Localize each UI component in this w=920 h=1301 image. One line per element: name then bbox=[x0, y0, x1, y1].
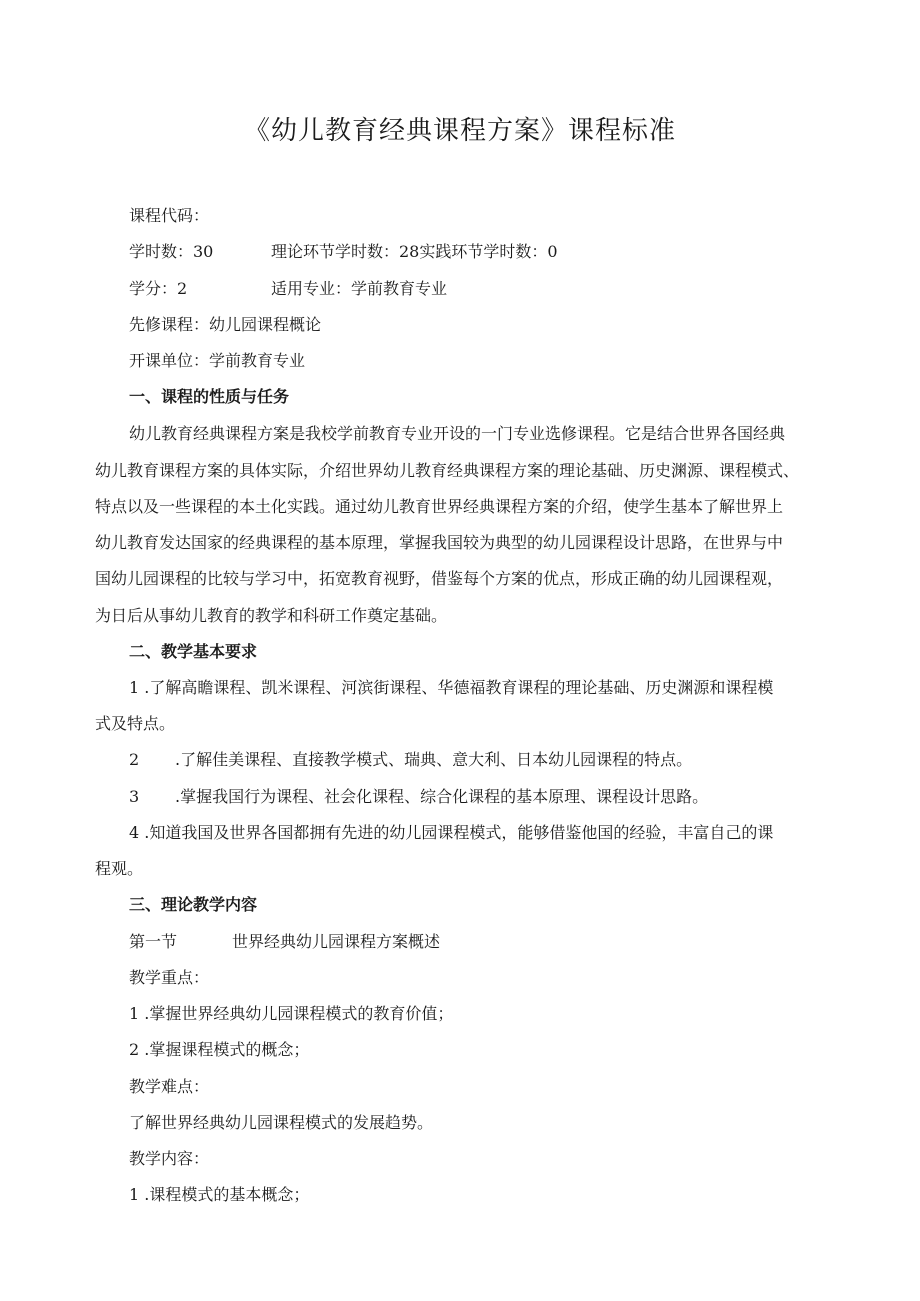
chapter-number: 第一节 bbox=[129, 932, 178, 951]
requirement-item bbox=[129, 750, 692, 770]
item-text: .掌握课程模式的概念； bbox=[144, 1040, 310, 1059]
item-text: .了解高瞻课程、凯米课程、河滨街课程、华德福教育课程的理论基础、历史渊源和课程模 bbox=[144, 678, 774, 697]
section1-heading: 一、课程的性质与任务 bbox=[129, 387, 290, 406]
item-number: 1 bbox=[129, 1004, 140, 1023]
section1-line: 特点以及一些课程的本土化实践。通过幼儿教育世界经典课程方案的介绍，使学生基本了解世界上 bbox=[95, 497, 784, 516]
item-number: 2 bbox=[129, 1040, 140, 1059]
prerequisite-course: 先修课程：幼儿园课程概论 bbox=[129, 315, 322, 334]
total-hours: 学时数：30 bbox=[129, 242, 214, 261]
focus-label: 教学重点： bbox=[129, 968, 210, 987]
item-number: 1 bbox=[129, 1185, 140, 1204]
section1-line: 幼儿教育课程方案的具体实际，介绍世界幼儿教育经典课程方案的理论基础、历史渊源、课程模式、 bbox=[95, 461, 800, 480]
course-code: 课程代码： bbox=[129, 206, 210, 225]
content-label: 教学内容： bbox=[129, 1149, 210, 1168]
section2-heading: 二、教学基本要求 bbox=[129, 642, 258, 661]
section1-line: 幼儿教育经典课程方案是我校学前教育专业开设的一门专业选修课程。它是结合世界各国经典 bbox=[129, 424, 786, 443]
difficulty-text: 了解世界经典幼儿园课程模式的发展趋势。 bbox=[129, 1113, 434, 1132]
requirement-item-continued: 式及特点。 bbox=[95, 714, 176, 733]
section1-line: 国幼儿园课程的比较与学习中，拓宽教育视野，借鉴每个方案的优点，形成正确的幼儿园课程观， bbox=[95, 569, 784, 588]
item-number: 1 bbox=[129, 678, 140, 697]
difficulty-label: 教学难点： bbox=[129, 1077, 210, 1096]
requirement-item bbox=[129, 823, 773, 843]
section1-line: 为日后从事幼儿教育的教学和科研工作奠定基础。 bbox=[95, 606, 448, 625]
credits: 学分：2 bbox=[129, 279, 188, 298]
section3-heading: 三、理论教学内容 bbox=[129, 895, 258, 914]
requirement-item bbox=[129, 787, 708, 807]
requirement-item bbox=[129, 678, 773, 698]
section1-line: 幼儿教育发达国家的经典课程的基本原理，掌握我国较为典型的幼儿园课程设计思路，在世界与中 bbox=[95, 533, 784, 552]
applicable-major: 适用专业：学前教育专业 bbox=[271, 279, 448, 298]
document-title: 《幼儿教育经典课程方案》课程标准 bbox=[243, 116, 676, 146]
chapter-title: 世界经典幼儿园课程方案概述 bbox=[232, 932, 441, 951]
theory-practice-hours: 理论环节学时数：28实践环节学时数：0 bbox=[271, 242, 558, 261]
item-text: .掌握世界经典幼儿园课程模式的教育价值； bbox=[144, 1004, 454, 1023]
item-text: .了解佳美课程、直接教学模式、瑞典、意大利、日本幼儿园课程的特点。 bbox=[175, 750, 693, 769]
item-text: .掌握我国行为课程、社会化课程、综合化课程的基本原理、课程设计思路。 bbox=[175, 787, 709, 806]
item-number: 2 bbox=[129, 750, 140, 769]
hours-row bbox=[129, 242, 213, 262]
item-text: .知道我国及世界各国都拥有先进的幼儿园课程模式，能够借鉴他国的经验，丰富自己的课 bbox=[144, 823, 774, 842]
focus-item bbox=[129, 1004, 453, 1024]
item-number: 3 bbox=[129, 787, 140, 806]
item-text: .课程模式的基本概念； bbox=[144, 1185, 310, 1204]
content-item bbox=[129, 1185, 309, 1205]
offering-unit: 开课单位：学前教育专业 bbox=[129, 351, 306, 370]
requirement-item-continued: 程观。 bbox=[95, 859, 144, 878]
item-number: 4 bbox=[129, 823, 140, 842]
focus-item bbox=[129, 1040, 309, 1060]
